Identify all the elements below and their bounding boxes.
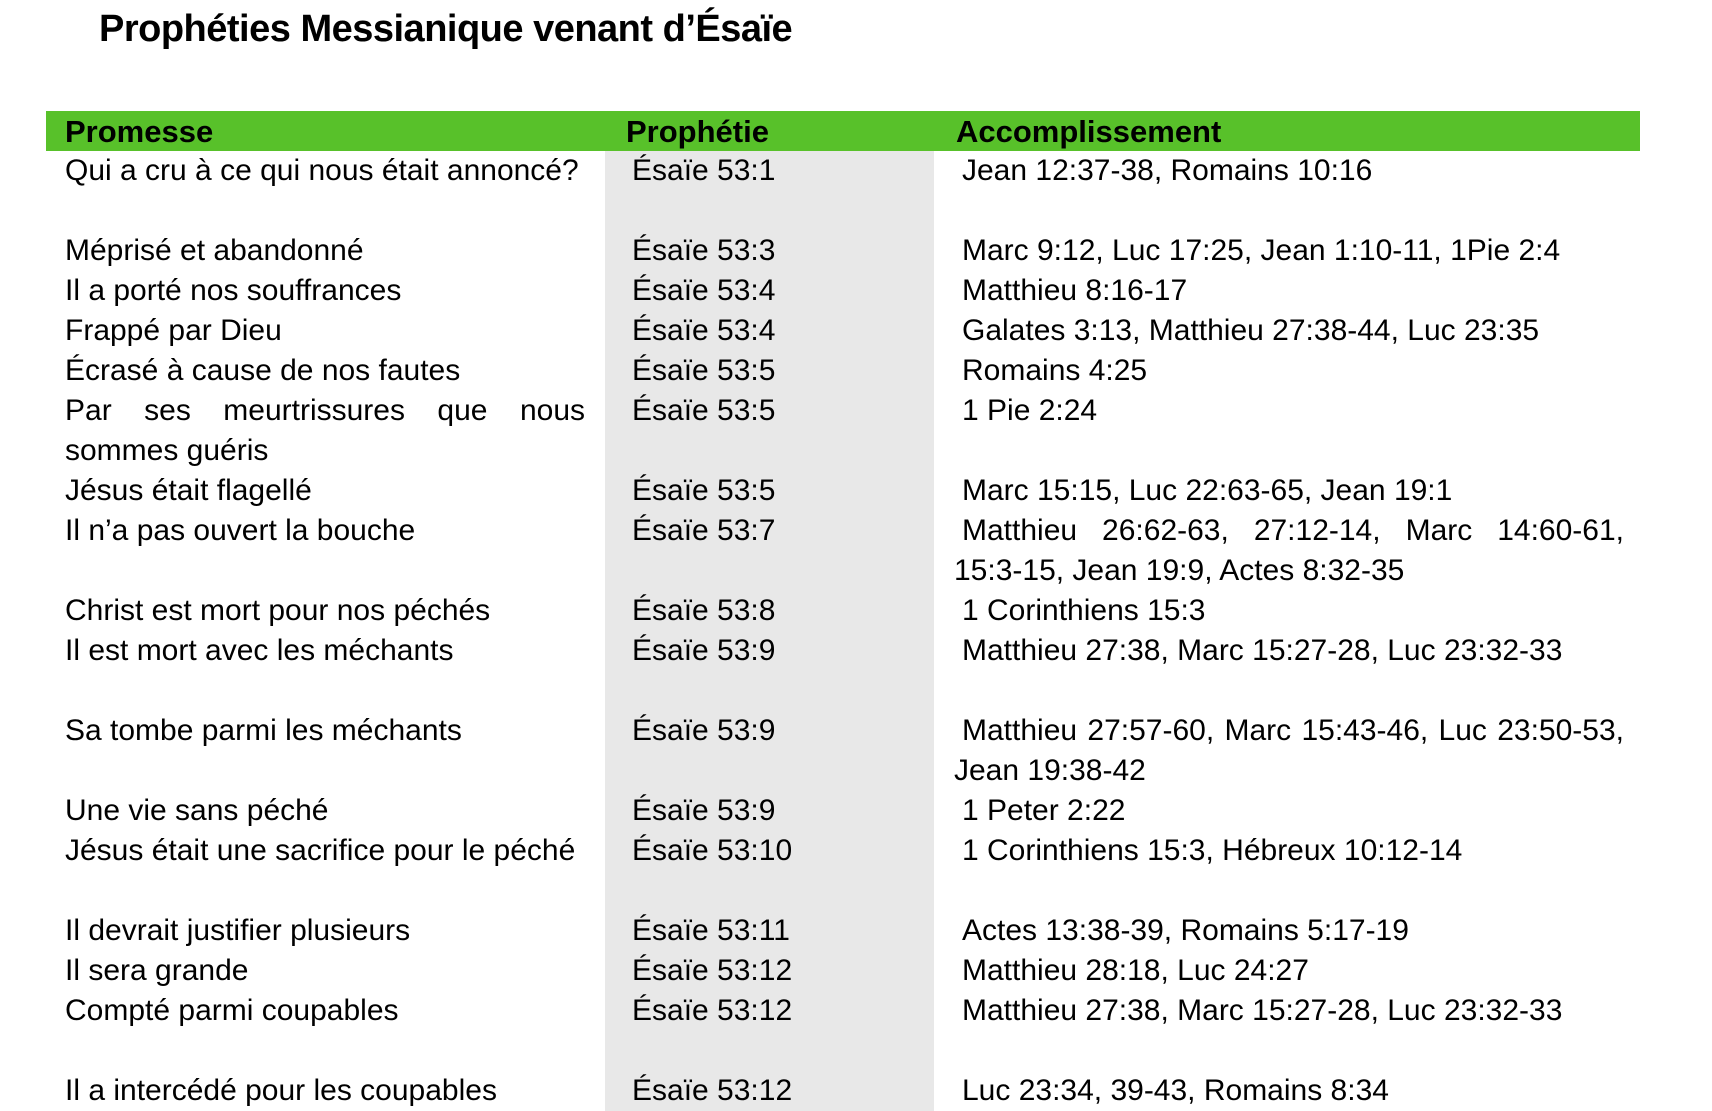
- promise-cell: Christ est mort pour nos péchés: [65, 594, 491, 627]
- prophecy-cell: Ésaïe 53:4: [632, 314, 776, 347]
- promise-cell: Compté parmi coupables: [65, 994, 399, 1027]
- promise-cell: Par ses meurtrissures que nous sommes guéris: [65, 394, 585, 467]
- promise-cell: Une vie sans péché: [65, 794, 329, 827]
- table-row: [46, 271, 1640, 311]
- table-row: [46, 311, 1640, 351]
- prophecy-cell: Ésaïe 53:1: [632, 154, 776, 187]
- fulfillment-cell: Romains 4:25: [962, 354, 1148, 387]
- table-row: [46, 511, 1640, 591]
- table-row: [46, 831, 1640, 911]
- promise-cell: Jésus était une sacrifice pour le péché: [65, 834, 576, 867]
- table-row: [46, 391, 1640, 471]
- fulfillment-cell: Matthieu 8:16-17: [962, 274, 1188, 307]
- prophecy-cell: Ésaïe 53:12: [632, 1074, 793, 1107]
- fulfillment-cell: Matthieu 28:18, Luc 24:27: [962, 954, 1309, 987]
- prophecy-cell: Ésaïe 53:5: [632, 354, 776, 387]
- fulfillment-cell: Matthieu 26:62-63, 27:12-14, Marc 14:60-61, 15:3-15, Jean 19:9, Actes 8:32-35: [954, 514, 1624, 587]
- prophecy-cell: Ésaïe 53:9: [632, 714, 776, 747]
- table-row: [46, 991, 1640, 1071]
- prophecy-cell: Ésaïe 53:11: [632, 914, 790, 947]
- fulfillment-cell: Jean 12:37-38, Romains 10:16: [962, 154, 1373, 187]
- prophecy-cell: Ésaïe 53:5: [632, 394, 776, 427]
- prophecy-cell: Ésaïe 53:12: [632, 954, 793, 987]
- table-row: [46, 711, 1640, 791]
- fulfillment-cell: Marc 9:12, Luc 17:25, Jean 1:10-11, 1Pie 2:4: [962, 234, 1561, 267]
- promise-cell: Méprisé et abandonné: [65, 234, 364, 267]
- table-row: [46, 471, 1640, 511]
- fulfillment-cell: Marc 15:15, Luc 22:63-65, Jean 19:1: [962, 474, 1453, 507]
- header-prophecy: Prophétie: [626, 114, 769, 149]
- fulfillment-cell: 1 Corinthiens 15:3, Hébreux 10:12-14: [962, 834, 1463, 867]
- header-fulfillment: Accomplissement: [956, 114, 1222, 149]
- fulfillment-cell: 1 Corinthiens 15:3: [962, 594, 1206, 627]
- table-row: [46, 151, 1640, 231]
- fulfillment-cell: Luc 23:34, 39-43, Romains 8:34: [962, 1074, 1389, 1107]
- table-header: [46, 111, 1640, 151]
- page-title: Prophéties Messianique venant d’Ésaïe: [99, 8, 793, 50]
- promise-cell: Il n’a pas ouvert la bouche: [65, 514, 416, 547]
- table-row: [46, 351, 1640, 391]
- table-body: [46, 151, 1640, 1111]
- prophecy-cell: Ésaïe 53:9: [632, 794, 776, 827]
- fulfillment-cell: Matthieu 27:38, Marc 15:27-28, Luc 23:32-33: [962, 634, 1563, 667]
- promise-cell: Il devrait justifier plusieurs: [65, 914, 411, 947]
- fulfillment-cell: Matthieu 27:57-60, Marc 15:43-46, Luc 23:50-53, Jean 19:38-42: [954, 714, 1624, 787]
- prophecy-table: [46, 111, 1640, 1111]
- prophecy-cell: Ésaïe 53:4: [632, 274, 776, 307]
- promise-cell: Écrasé à cause de nos fautes: [65, 354, 461, 387]
- table-row: [46, 231, 1640, 271]
- fulfillment-cell: 1 Pie 2:24: [962, 394, 1098, 427]
- promise-cell: Qui a cru à ce qui nous était annoncé?: [65, 154, 579, 187]
- fulfillment-cell: Galates 3:13, Matthieu 27:38-44, Luc 23:35: [962, 314, 1540, 347]
- prophecy-cell: Ésaïe 53:9: [632, 634, 776, 667]
- header-promise: Promesse: [65, 114, 214, 149]
- prophecy-cell: Ésaïe 53:3: [632, 234, 776, 267]
- table-row: [46, 1071, 1640, 1111]
- table-row: [46, 791, 1640, 831]
- fulfillment-cell: 1 Peter 2:22: [962, 794, 1126, 827]
- promise-cell: Sa tombe parmi les méchants: [65, 714, 462, 747]
- promise-cell: Frappé par Dieu: [65, 314, 282, 347]
- fulfillment-cell: Actes 13:38-39, Romains 5:17-19: [962, 914, 1409, 947]
- promise-cell: Il a porté nos souffrances: [65, 274, 402, 307]
- prophecy-cell: Ésaïe 53:12: [632, 994, 793, 1027]
- prophecy-cell: Ésaïe 53:5: [632, 474, 776, 507]
- prophecy-cell: Ésaïe 53:8: [632, 594, 776, 627]
- table-row: [46, 911, 1640, 951]
- promise-cell: Il sera grande: [65, 954, 249, 987]
- table-row: [46, 951, 1640, 991]
- prophecy-cell: Ésaïe 53:10: [632, 834, 793, 867]
- table-row: [46, 591, 1640, 631]
- table-row: [46, 631, 1640, 711]
- promise-cell: Il a intercédé pour les coupables: [65, 1074, 497, 1107]
- promise-cell: Jésus était flagellé: [65, 474, 312, 507]
- promise-cell: Il est mort avec les méchants: [65, 634, 454, 667]
- prophecy-cell: Ésaïe 53:7: [632, 514, 776, 547]
- fulfillment-cell: Matthieu 27:38, Marc 15:27-28, Luc 23:32-33: [962, 994, 1563, 1027]
